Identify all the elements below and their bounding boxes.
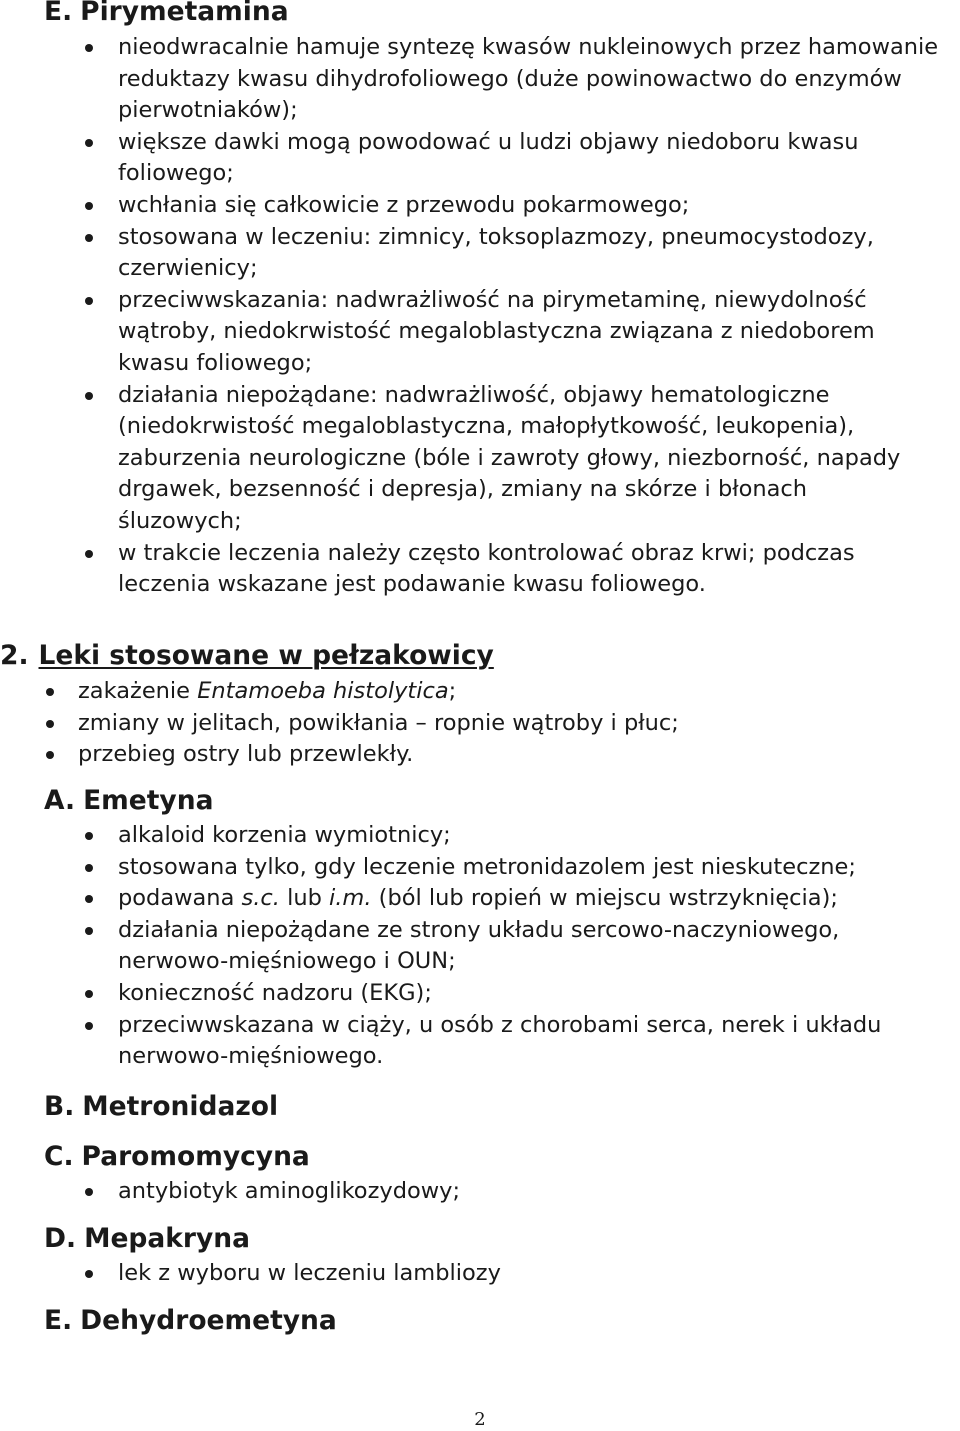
bullet-icon: [85, 550, 93, 558]
list-item-text: zmiany w jelitach, powikłania – ropnie wątroby i płuc;: [78, 709, 679, 736]
list-item: [78, 708, 958, 740]
heading-paromomycyna: [44, 1142, 310, 1172]
heading-letter: E.: [44, 0, 73, 27]
list-item-text: lub: [279, 885, 330, 912]
bullet-icon: [85, 832, 93, 840]
list-item-text: przebieg ostry lub przewlekły.: [78, 741, 414, 768]
list-item: [118, 1176, 960, 1208]
list-item-text: (ból lub ropień w miejscu wstrzyknięcia);: [371, 885, 838, 912]
list-item: [118, 915, 960, 978]
bullet-icon: [46, 751, 54, 759]
bullet-icon: [85, 202, 93, 210]
heading-letter: C.: [44, 1141, 74, 1172]
list-item: [118, 852, 960, 884]
list-item: [118, 1010, 960, 1073]
list-item-text: działania niepożądane ze strony układu sercowo-naczyniowego, nerwowo-mięśniowego i OUN;: [118, 916, 840, 975]
list-item-text: antybiotyk aminoglikozydowy;: [118, 1178, 461, 1204]
list-item: [78, 739, 958, 771]
heading-title: Metronidazol: [82, 1091, 279, 1122]
list-item: [118, 883, 960, 915]
list-item-text: podawana: [118, 885, 242, 912]
list-item: [118, 820, 960, 852]
list-item-text: ;: [448, 678, 457, 704]
route-abbr: i.m.: [329, 885, 372, 912]
bullet-icon: [85, 990, 93, 998]
heading-mepakryna: [44, 1224, 250, 1254]
heading-title: Pirymetamina: [80, 0, 289, 27]
list-item-text: nieodwracalnie hamuje syntezę kwasów nukleinowych przez hamowanie reduktazy kwasu dihydrofoliowego (duże powinowactwo do enzymów pierwotniaków);: [118, 34, 939, 124]
list-item: [118, 978, 960, 1010]
list-item-text: stosowana w leczeniu: zimnicy, toksoplazmozy, pneumocystodozy, czerwienicy;: [118, 223, 874, 282]
list-item-text: wchłania się całkowicie z przewodu pokarmowego;: [118, 191, 690, 218]
heading-title: Leki stosowane w pełzakowicy: [38, 640, 494, 671]
heading-letter: B.: [44, 1091, 75, 1122]
bullet-icon: [46, 720, 54, 728]
heading-number: 2.: [0, 640, 29, 671]
bullet-icon: [85, 1188, 93, 1196]
list-item-text: zakażenie: [78, 678, 198, 704]
bullet-icon: [85, 234, 93, 242]
bullet-icon: [85, 927, 93, 935]
list-pelzakowica: [78, 676, 958, 771]
list-item: [118, 285, 960, 380]
page-number: 2: [474, 1409, 486, 1430]
list-item: [118, 1258, 960, 1290]
bullet-icon: [85, 44, 93, 52]
list-item: [78, 676, 958, 708]
heading-pelzakowica: [0, 641, 494, 671]
heading-title: Emetyna: [83, 785, 214, 816]
list-item-text: przeciwwskazania: nadwrażliwość na pirymetaminę, niewydolność wątroby, niedokrwistość megaloblastyczna związana z niedoborem kwasu foliowego;: [118, 286, 875, 376]
list-item-text: konieczność nadzoru (EKG);: [118, 979, 432, 1006]
list-item: [118, 538, 960, 601]
species-name: Entamoeba histolytica: [197, 678, 449, 704]
list-item-text: alkaloid korzenia wymiotnicy;: [118, 822, 451, 848]
list-mepakryna: [118, 1258, 960, 1290]
list-item-text: przeciwwskazana w ciąży, u osób z chorobami serca, nerek i układu nerwowo-mięśniowego.: [118, 1011, 882, 1070]
heading-metronidazol: [44, 1092, 278, 1122]
list-item: [118, 127, 960, 190]
list-item-text: stosowana tylko, gdy leczenie metronidazolem jest nieskuteczne;: [118, 853, 856, 880]
heading-letter: E.: [44, 1305, 73, 1336]
heading-title: Paromomycyna: [81, 1141, 310, 1172]
heading-pirymetamina: [44, 0, 289, 27]
heading-letter: D.: [44, 1223, 77, 1254]
heading-emetyna: [44, 786, 213, 816]
bullet-icon: [85, 1022, 93, 1030]
bullet-icon: [85, 139, 93, 147]
list-item-text: działania niepożądane: nadwrażliwość, objawy hematologiczne (niedokrwistość megaloblastyczna, małopłytkowość, leukopenia), zaburzenia neurologiczne (bóle i zawroty głowy, niezborność, napady drgawek, bezsenność i depresja), zmiany na skórze i błonach śluzowych;: [118, 381, 901, 534]
bullet-icon: [85, 297, 93, 305]
heading-title: Dehydroemetyna: [80, 1305, 337, 1336]
list-item: [118, 380, 960, 538]
list-emetyna: [118, 820, 960, 1073]
list-item-text: lek z wyboru w leczeniu lambliozy: [118, 1260, 501, 1286]
bullet-icon: [85, 864, 93, 872]
heading-title: Mepakryna: [84, 1223, 250, 1254]
heading-letter: A.: [44, 785, 76, 816]
list-item: [118, 222, 960, 285]
bullet-icon: [85, 895, 93, 903]
list-paromomycyna: [118, 1176, 960, 1208]
list-pirymetamina: [118, 32, 960, 601]
list-item-text: w trakcie leczenia należy często kontrolować obraz krwi; podczas leczenia wskazane jest podawanie kwasu foliowego.: [118, 539, 855, 598]
list-item-text: większe dawki mogą powodować u ludzi objawy niedoboru kwasu foliowego;: [118, 128, 859, 187]
list-item: [118, 190, 960, 222]
heading-dehydroemetyna: [44, 1306, 337, 1336]
bullet-icon: [85, 392, 93, 400]
list-item: [118, 32, 960, 127]
route-abbr: s.c.: [241, 885, 280, 912]
bullet-icon: [85, 1270, 93, 1278]
bullet-icon: [46, 688, 54, 696]
